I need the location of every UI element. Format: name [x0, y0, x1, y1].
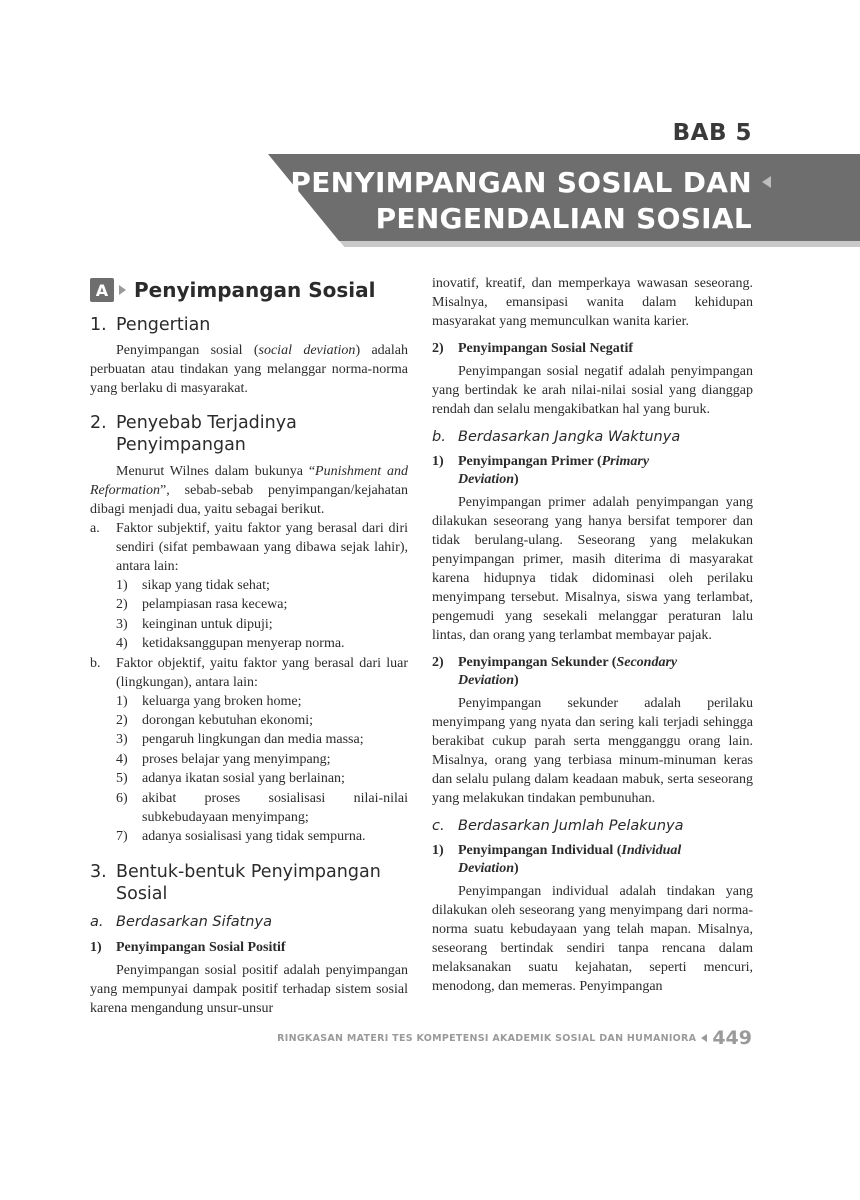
right-column: [432, 274, 753, 996]
list-item: 1) keluarga yang broken home;: [116, 693, 302, 709]
heading-bentuk: 3. Bentuk-bentuk Penyimpangan Sosial: [90, 861, 381, 904]
heading-pengertian: 1. Pengertian: [90, 315, 211, 335]
list-item-b: b. Faktor objektif, yaitu faktor yang berasal dari luar (lingkungan), antara lain:: [90, 655, 408, 690]
page-footer: [277, 1027, 752, 1049]
individual-paragraph: Penyimpangan individual adalah tindakan yang dilakukan oleh seseorang yang menyimpang dari norma-norma suatu kebudayaan yang telah mapan. Misalnya, seseorang bertindak sendiri tanpa rencana dalam melaksanakan suatu kejahatan, seperti mencuri, menodong, dan memeras. Penyimpangan: [432, 884, 753, 994]
list-item: 4) proses belajar yang menyimpang;: [116, 751, 331, 767]
list-item-a: a. Faktor subjektif, yaitu faktor yang berasal dari diri sendiri (sifat pembawaan yang dibawa sejak lahir), antara lain:: [90, 521, 408, 574]
positif-paragraph: Penyimpangan sosial positif adalah penyimpangan yang mempunyai dampak positif terhadap sistem sosial karena mengandung unsur-unsur: [90, 962, 408, 1016]
list-item: 2) pelampiasan rasa kecewa;: [116, 597, 288, 613]
heading-jangka-waktu: b. Berdasarkan Jangka Waktunya: [432, 429, 681, 445]
heading-jumlah-pelaku: c. Berdasarkan Jumlah Pelakunya: [432, 818, 684, 834]
section-a-heading: [90, 278, 408, 302]
chapter-title: [290, 165, 752, 237]
chapter-label: BAB 5: [672, 120, 752, 146]
banner-arrow-icon: [762, 176, 771, 188]
pengertian-paragraph: Penyimpangan sosial (social deviation) adalah perbuatan atau tindakan yang melanggar norma-norma yang berlaku di masyarakat.: [90, 343, 409, 396]
list-item: 4) ketidaksanggupan menyerap norma.: [116, 636, 345, 652]
chapter-title-line1: PENYIMPANGAN SOSIAL DAN: [290, 166, 752, 199]
footer-arrow-icon: [701, 1034, 707, 1042]
heading-penyebab: 2. Penyebab Terjadinya Penyimpangan: [90, 413, 297, 455]
list-item: 5) adanya ikatan sosial yang berlainan;: [116, 771, 345, 787]
penyebab-intro: Menurut Wilnes dalam bukunya “Punishment and Reformation”, sebab-sebab penyimpangan/kejahatan dibagi menjadi dua, yaitu sebagai berikut.: [90, 464, 408, 517]
section-letter-badge: A: [90, 278, 114, 302]
primer-paragraph: Penyimpangan primer adalah penyimpangan yang dilakukan seseorang yang hanya bersifat temporer dan tidak berulang-ulang. Seseorang yang melakukan penyimpangan primer, masih diterima di masyarakat karena hidupnya tidak didominasi oleh perilaku menyimpang tersebut. Misalnya, siswa yang terlambat, pengemudi yang sesekali melanggar peraturan lalu lintas, dan orang yang terlambat membayar pajak.: [432, 495, 753, 643]
chapter-title-line2: PENGENDALIAN SOSIAL: [375, 202, 752, 235]
heading-primer: 1) Penyimpangan Primer (Primary Deviation): [432, 454, 650, 487]
sekunder-paragraph: Penyimpangan sekunder adalah perilaku menyimpang yang nyata dan sering kali terjadi sehingga berakibat cukup parah serta mengganggu orang lain. Misalnya, orang yang terbiasa minum-minuman keras dan selalu pulang dalam keadaan mabuk, serta seseorang yang melakukan tindakan pembunuhan.: [432, 696, 753, 806]
continued-paragraph: inovatif, kreatif, dan memperkaya wawasan seseorang. Misalnya, emansipasi wanita dalam kehidupan masyarakat yang memunculkan wanita karier.: [432, 276, 753, 329]
section-arrow-icon: [119, 285, 126, 295]
negatif-paragraph: Penyimpangan sosial negatif adalah penyimpangan yang bertindak ke arah nilai-nilai sosial yang dianggap rendah dan selalu mengakibatkan hal yang buruk.: [432, 364, 753, 417]
heading-individual: 1) Penyimpangan Individual (Individual Deviation): [432, 843, 682, 876]
heading-negatif: 2) Penyimpangan Sosial Negatif: [432, 341, 634, 356]
list-item: 2) dorongan kebutuhan ekonomi;: [116, 713, 314, 729]
list-item: 1) sikap yang tidak sehat;: [116, 578, 270, 593]
list-item: 7) adanya sosialisasi yang tidak sempurna.: [116, 829, 366, 845]
list-item: 3) keinginan untuk dipuji;: [116, 616, 273, 632]
heading-positif: 1) Penyimpangan Sosial Positif: [90, 939, 286, 955]
heading-sifatnya: a. Berdasarkan Sifatnya: [90, 913, 272, 930]
list-item: 3) pengaruh lingkungan dan media massa;: [116, 732, 364, 748]
heading-sekunder: 2) Penyimpangan Sekunder (Secondary Deviation): [432, 655, 678, 688]
section-a-title: Penyimpangan Sosial: [134, 278, 376, 302]
list-item: 6) akibat proses sosialisasi nilai-nilai subkebudayaan menyimpang;: [116, 790, 408, 826]
left-column: [90, 278, 408, 1018]
footer-book-title: RINGKASAN MATERI TES KOMPETENSI AKADEMIK SOSIAL DAN HUMANIORA: [277, 1032, 697, 1044]
page-number: 449: [712, 1027, 752, 1049]
